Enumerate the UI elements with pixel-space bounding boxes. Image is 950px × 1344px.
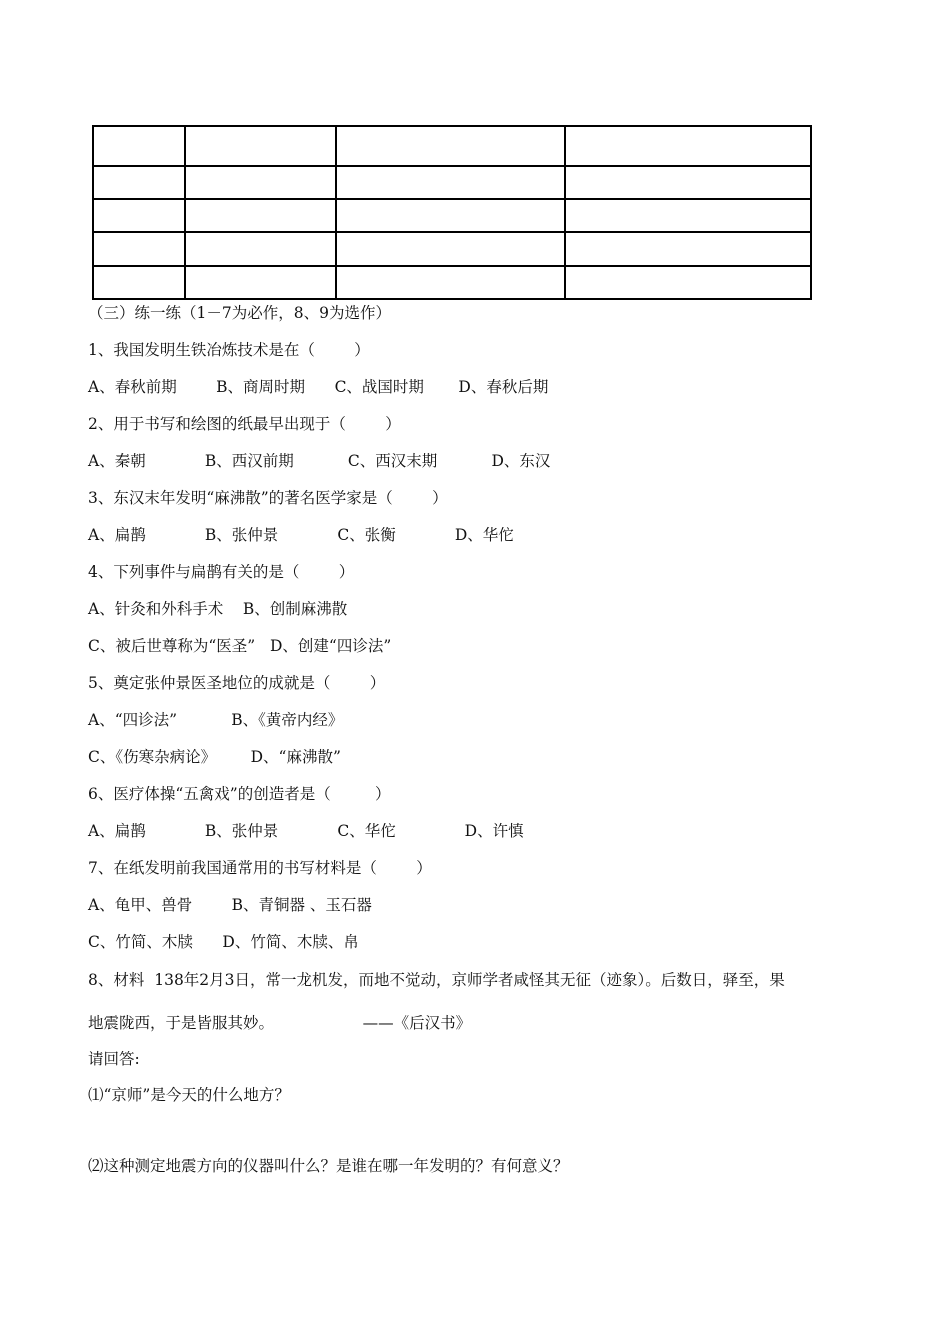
question-line: 地震陇西，于是皆服其妙。 ——《后汉书》 xyxy=(88,1014,472,1032)
table-cell xyxy=(565,266,811,299)
question-line: A、龟甲、兽骨 B、青铜器 、玉石器 xyxy=(88,896,372,914)
table-cell xyxy=(336,166,564,199)
table-cell xyxy=(93,199,185,232)
question-line: C、被后世尊称为“医圣” D、创建“四诊法” xyxy=(88,637,392,655)
table-cell xyxy=(185,232,337,266)
question-line: C、竹简、木牍 D、竹简、木牍、帛 xyxy=(88,933,359,951)
question-line: A、“四诊法” B、《黄帝内经》 xyxy=(88,711,344,729)
question-line: ⑵这种测定地震方向的仪器叫什么？是谁在哪一年发明的？有何意义？ xyxy=(88,1157,569,1175)
question-line: 7、在纸发明前我国通常用的书写材料是（ ） xyxy=(88,859,432,877)
table-cell xyxy=(336,199,564,232)
blank-table xyxy=(92,125,812,300)
table-cell xyxy=(185,266,337,299)
table-row xyxy=(93,266,811,299)
table-cell xyxy=(336,126,564,166)
question-line: 2、用于书写和绘图的纸最早出现于（ ） xyxy=(88,415,401,433)
table-cell xyxy=(185,126,337,166)
table-cell xyxy=(336,232,564,266)
table-row xyxy=(93,232,811,266)
table-cell xyxy=(565,166,811,199)
table-cell xyxy=(93,126,185,166)
table-cell xyxy=(185,199,337,232)
table-row xyxy=(93,166,811,199)
question-line: A、扁鹊 B、张仲景 C、华佗 D、许慎 xyxy=(88,822,524,840)
question-line: 4、下列事件与扁鹊有关的是（ ） xyxy=(88,563,355,581)
question-line: C、《伤寒杂病论》 D、“麻沸散” xyxy=(88,748,341,766)
table-cell xyxy=(185,166,337,199)
table-cell xyxy=(93,166,185,199)
table-row xyxy=(93,199,811,232)
table-cell xyxy=(93,232,185,266)
table-cell xyxy=(336,266,564,299)
question-line: ⑴“京师”是今天的什么地方？ xyxy=(88,1086,290,1104)
table-cell xyxy=(565,199,811,232)
question-line: 1、我国发明生铁冶炼技术是在（ ） xyxy=(88,341,370,359)
question-line: A、春秋前期 B、商周时期 C、战国时期 D、春秋后期 xyxy=(88,378,549,396)
section-heading: （三）练一练（1－7为必作，8、9为选作） xyxy=(88,304,391,322)
table-cell xyxy=(565,232,811,266)
question-line: A、针灸和外科手术 B、创制麻沸散 xyxy=(88,600,348,618)
table-row xyxy=(93,126,811,166)
question-line: 6、医疗体操“五禽戏”的创造者是（ ） xyxy=(88,785,391,803)
question-line: 5、奠定张仲景医圣地位的成就是（ ） xyxy=(88,674,386,692)
question-line: 请回答: xyxy=(88,1050,140,1068)
table-cell xyxy=(93,266,185,299)
question-line: 3、东汉末年发明“麻沸散”的著名医学家是（ ） xyxy=(88,489,448,507)
table-cell xyxy=(565,126,811,166)
question-line: A、秦朝 B、西汉前期 C、西汉末期 D、东汉 xyxy=(88,452,551,470)
question-line: A、扁鹊 B、张仲景 C、张衡 D、华佗 xyxy=(88,526,514,544)
question-line: 8、材料 138年2月3日，常一龙机发，而地不觉动，京师学者咸怪其无征（迹象）。后数日，驿至，果 xyxy=(88,971,785,989)
